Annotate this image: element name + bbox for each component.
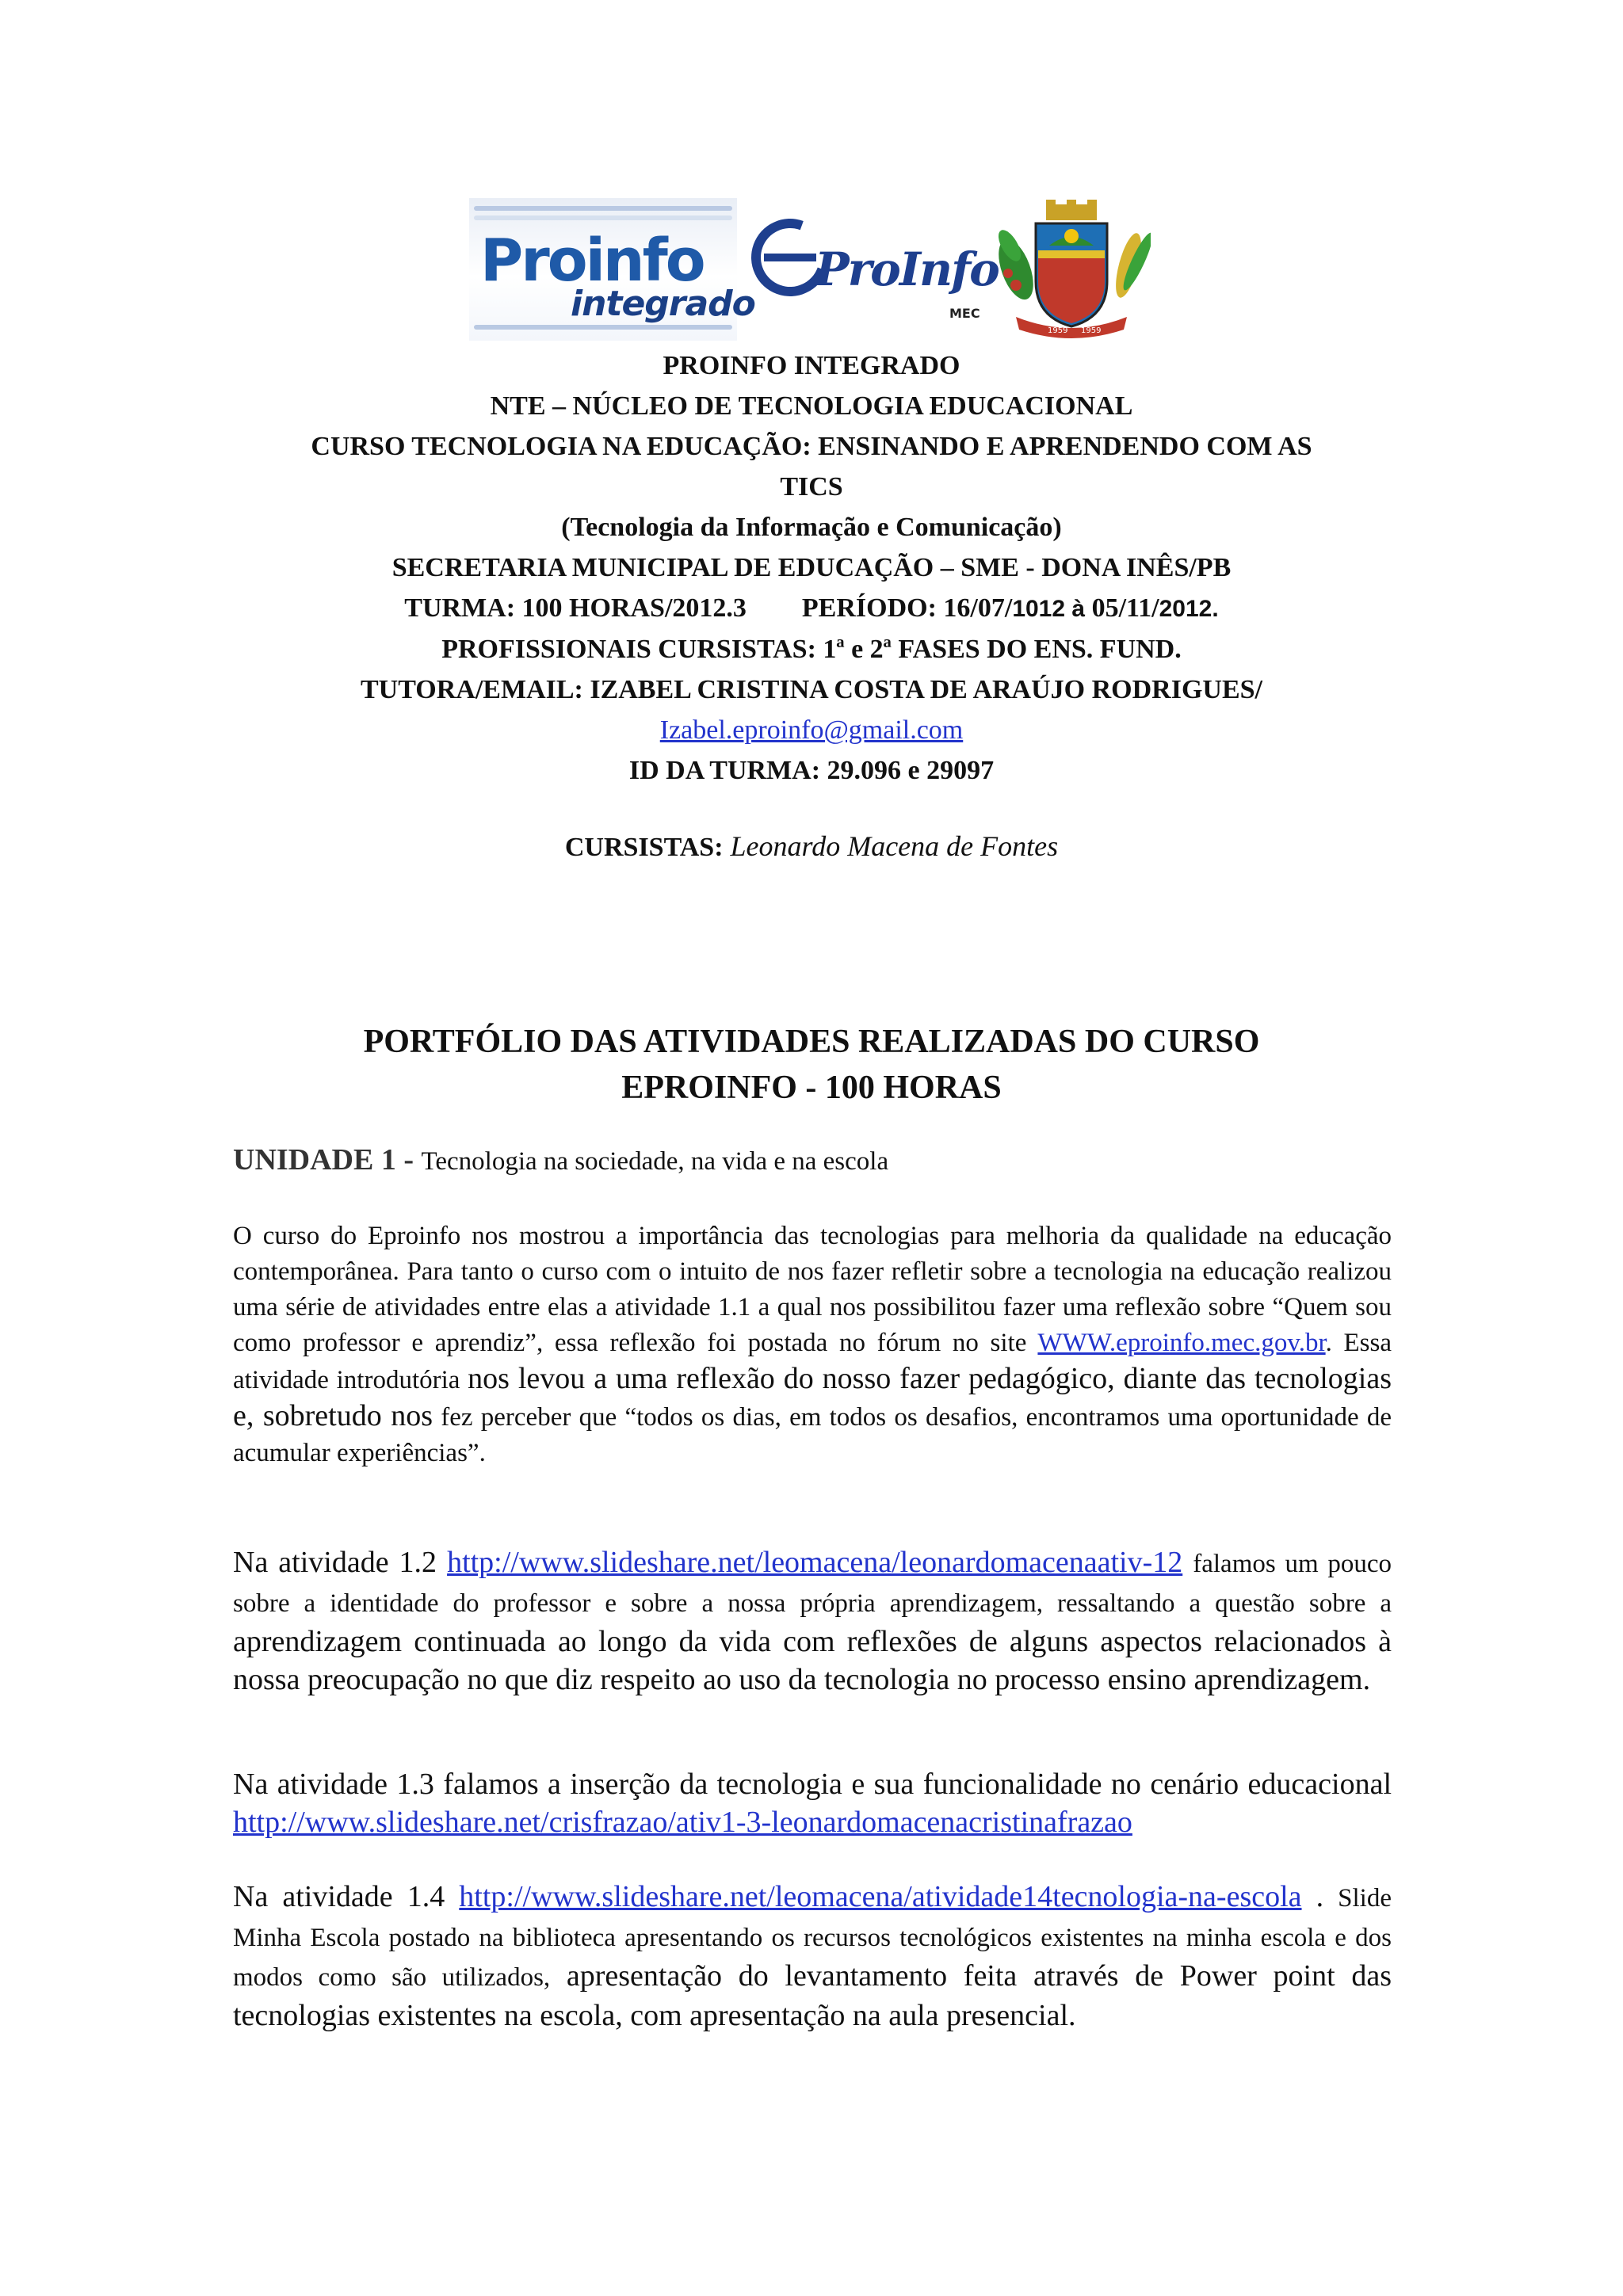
paragraph-activity-1-4 [233, 1878, 1392, 2035]
p2-text-b: falamos um pouco sobre a identidade do professor e sobre a nossa própria aprendizagem, ressaltando a questão sobre a [233, 1550, 1392, 1618]
p4-text-d: apresentação do levantamento feita através de Power point das tecnologias existentes na escola, com apresentação na aula presencial. [233, 1959, 1392, 2032]
unit-heading [233, 1142, 888, 1177]
p2-text-a: Na atividade 1.2 [233, 1546, 437, 1579]
header-profissionais: PROFISSIONAIS CURSISTAS: 1ª e 2ª FASES DO ENS. FUND. [441, 635, 1182, 664]
tutor-email-link[interactable]: Izabel.eproinfo@gmail.com [659, 715, 964, 745]
portfolio-title [158, 1019, 1465, 1111]
portfolio-title-line2: EPROINFO - 100 HORAS [621, 1070, 1002, 1106]
header-id-turma: ID DA TURMA: 29.096 e 29097 [628, 756, 995, 785]
eproinfo-logo-word: ProInfo [815, 242, 999, 296]
cursistas-line [158, 826, 1465, 868]
header-email-line [158, 710, 1465, 750]
periodo-end-year: 2012. [1159, 596, 1219, 622]
svg-text:1959: 1959 [1081, 326, 1102, 335]
header-course-cont: TICS [780, 472, 843, 502]
cursista-name: Leonardo Macena de Fontes [730, 830, 1059, 862]
course-header [158, 345, 1465, 791]
proinfo-integrado-logo [469, 198, 755, 341]
p4-text-a: Na atividade 1.4 [233, 1880, 445, 1913]
paragraph-activity-1-1 [233, 1219, 1392, 1471]
header-turma-periodo [158, 588, 1465, 629]
logo-swoosh [474, 206, 732, 211]
header-program: PROINFO INTEGRADO [663, 351, 960, 380]
municipal-coat-of-arms-icon [992, 198, 1151, 341]
header-course: CURSO TECNOLOGIA NA EDUCAÇÃO: ENSINANDO E APRENDENDO COM AS [311, 432, 1312, 461]
p1-text-a: O curso do Eproinfo nos mostrou a importância das tecnologias para melhoria da qualidade na educação contemporânea. Para tanto o curso com o intuito de nos fazer refletir sobre a tecnologia na educação realizou uma série de atividades entre elas a atividade 1.1 a qual nos possibilitou fazer uma reflexão sobre “Quem sou como professor e aprendiz”, essa reflexão foi postada no fórum no site [233, 1222, 1392, 1357]
eproinfo-logo [751, 212, 999, 331]
cursistas-label: CURSISTAS: [564, 833, 724, 862]
p3-text-a: Na atividade 1.3 falamos a inserção da tecnologia e sua funcionalidade no cenário educacional [233, 1768, 1392, 1801]
logo-swoosh [474, 215, 732, 220]
paragraph-activity-1-2 [233, 1543, 1392, 1699]
unit-label: UNIDADE 1 - [233, 1143, 414, 1177]
periodo-label: PERÍODO: 16/07/ [801, 593, 1013, 623]
header-secretaria: SECRETARIA MUNICIPAL DE EDUCAÇÃO – SME - DONA INÊS/PB [391, 553, 1232, 582]
p4-text-c: Slide Minha Escola postado na biblioteca apresentando os recursos tecnológicos existentes na minha escola e dos modos como são utilizados, [233, 1884, 1392, 1992]
periodo-end: 05/11/ [1091, 593, 1159, 623]
p1-text-c: nos levou a uma reflexão do nosso fazer pedagógico, diante das tecnologias e, sobretudo nos [233, 1362, 1392, 1432]
proinfo-logo-word: Proinfo [480, 227, 704, 295]
p1-text-b: . Essa atividade introdutória [233, 1329, 1392, 1394]
svg-text:1959: 1959 [1048, 326, 1068, 335]
logo-swoosh [474, 325, 732, 330]
mec-label: MEC [949, 306, 980, 321]
activity-1-2-link[interactable]: http://www.slideshare.net/leomacena/leonardomacenaativ-12 [447, 1546, 1183, 1579]
header-nte: NTE – NÚCLEO DE TECNOLOGIA EDUCACIONAL [490, 391, 1133, 421]
turma-label: TURMA: 100 HORAS/2012.3 [404, 593, 747, 623]
p4-text-b: . [1301, 1880, 1324, 1913]
activity-1-3-link[interactable]: http://www.slideshare.net/crisfrazao/ativ1-3-leonardomacenacristinafrazao [233, 1806, 1132, 1839]
paragraph-activity-1-3 [233, 1765, 1392, 1841]
p2-text-c: aprendizagem continuada ao longo da vida com reflexões de alguns aspectos relacionados à nossa preocupação no que diz respeito ao uso da tecnologia no processo ensino aprendizagem. [233, 1625, 1392, 1696]
unit-subtitle: Tecnologia na sociedade, na vida e na escola [421, 1147, 889, 1176]
header-tic-expansion: (Tecnologia da Informação e Comunicação) [561, 513, 1062, 542]
header-tutora: TUTORA/EMAIL: IZABEL CRISTINA COSTA DE ARAÚJO RODRIGUES/ [361, 675, 1262, 704]
proinfo-logo-sub: integrado [571, 284, 755, 324]
activity-1-4-link[interactable]: http://www.slideshare.net/leomacena/atividade14tecnologia-na-escola [459, 1880, 1302, 1913]
periodo-start: 1012 à [1012, 596, 1086, 622]
eproinfo-site-link[interactable]: WWW.eproinfo.mec.gov.br [1037, 1329, 1326, 1357]
portfolio-title-line1: PORTFÓLIO DAS ATIVIDADES REALIZADAS DO CURSO [363, 1024, 1260, 1060]
header-logos [469, 198, 1151, 341]
p1-text-d: fez perceber que “todos os dias, em todos os desafios, encontramos uma oportunidade de acumular experiências”. [233, 1403, 1392, 1467]
eproinfo-e-bar [764, 254, 816, 261]
